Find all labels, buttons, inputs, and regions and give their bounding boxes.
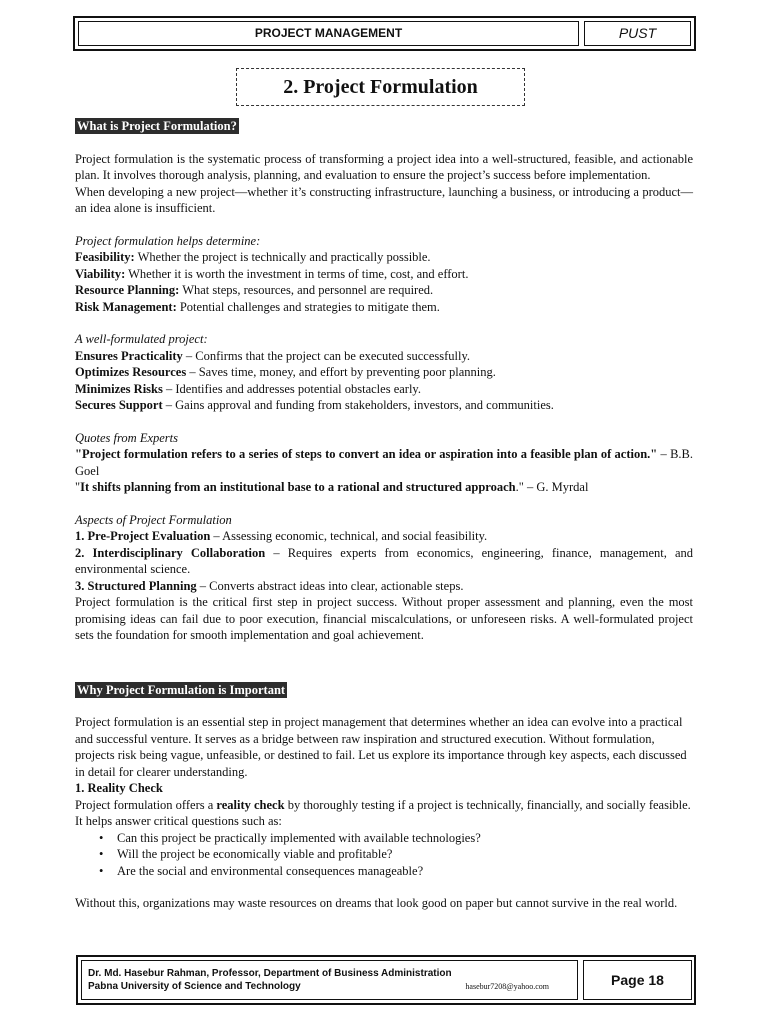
header-institution: PUST bbox=[584, 21, 691, 46]
list-item: 1. Pre-Project Evaluation – Assessing economic, technical, and social feasibility. bbox=[75, 529, 488, 543]
list-item: Viability: Whether it is worth the investment in terms of time, cost, and effort. bbox=[75, 266, 469, 281]
main-content bbox=[75, 118, 693, 912]
list-intro: A well-formulated project: bbox=[75, 332, 208, 346]
author-email: hasebur7208@yahoo.com bbox=[465, 982, 549, 991]
paragraph: Project formulation is the critical first step in project success. Without proper assessment and planning, even the most promising ideas can fail due to poor execution, financial miscalculations, or unforeseen risks. A well-formulated project sets the foundation for smooth implementation and goal achievement. bbox=[75, 595, 693, 642]
list-item: • Are the social and environmental consequences manageable? bbox=[117, 863, 693, 880]
section-heading-why-important: Why Project Formulation is Important bbox=[77, 682, 286, 697]
header-course-title: PROJECT MANAGEMENT bbox=[78, 21, 579, 46]
paragraph: Project formulation offers a reality check by thoroughly testing if a project is technically, financially, and socially feasible. It helps answer critical questions such as: bbox=[75, 797, 691, 828]
list-item: • Will the project be economically viable and profitable? bbox=[117, 846, 693, 863]
list-item: • Can this project be practically implemented with available technologies? bbox=[117, 830, 693, 847]
aspects-intro: Aspects of Project Formulation bbox=[75, 512, 232, 527]
list-item: 2. Interdisciplinary Collaboration – Requires experts from economics, engineering, finance, management, and environmental science. bbox=[75, 545, 694, 576]
page-footer bbox=[76, 955, 696, 1005]
page-header bbox=[73, 16, 696, 51]
list-item: Feasibility: Whether the project is technically and practically possible. bbox=[75, 250, 431, 264]
paragraph: Project formulation is the systematic process of transforming a project idea into a well-structured, feasible, and actionable plan. It involves thorough analysis, planning, and evaluation to ensure the project’s success before implementation. bbox=[75, 151, 693, 182]
list-item: Minimizes Risks – Identifies and addresses potential obstacles early. bbox=[75, 381, 421, 396]
section-heading-what-is: What is Project Formulation? bbox=[77, 119, 237, 133]
paragraph: Project formulation is an essential step in project management that determines whether an idea can evolve into a practical and successful venture. It serves as a bridge between raw inspiration and structured execution. Without formulation, projects risk being vague, unfeasible, or destined to fail. Let us explore its importance through key aspects, each discussed in detail for clearer understanding. bbox=[75, 715, 687, 779]
subheading-reality-check: 1. Reality Check bbox=[75, 781, 163, 795]
quotes-intro: Quotes from Experts bbox=[75, 430, 178, 445]
list-intro: Project formulation helps determine: bbox=[75, 233, 261, 248]
quote-myrdal: "It shifts planning from an institutional base to a rational and structured approach." – G. Myrdal bbox=[75, 480, 589, 494]
list-item: 3. Structured Planning – Converts abstract ideas into clear, actionable steps. bbox=[75, 578, 464, 593]
footer-author bbox=[81, 960, 578, 1000]
list-item: Secures Support – Gains approval and funding from stakeholders, investors, and communities. bbox=[75, 398, 554, 412]
chapter-title: 2. Project Formulation bbox=[236, 68, 525, 106]
list-item: Risk Management: Potential challenges and strategies to mitigate them. bbox=[75, 299, 440, 314]
paragraph: Without this, organizations may waste resources on dreams that look good on paper but cannot survive in the real world. bbox=[75, 896, 678, 910]
list-item: Optimizes Resources – Saves time, money, and effort by preventing poor planning. bbox=[75, 365, 496, 379]
paragraph: When developing a new project—whether it’s constructing infrastructure, launching a business, or introducing a product—an idea alone is insufficient. bbox=[75, 184, 693, 215]
author-line: Dr. Md. Hasebur Rahman, Professor, Department of Business Administration bbox=[88, 968, 452, 979]
list-item: Resource Planning: What steps, resources, and personnel are required. bbox=[75, 283, 434, 297]
university-line: Pabna University of Science and Technology bbox=[88, 981, 301, 992]
bullet-list bbox=[75, 830, 693, 880]
page-number: Page 18 bbox=[583, 960, 692, 1000]
list-item: Ensures Practicality – Confirms that the project can be executed successfully. bbox=[75, 348, 471, 363]
quote-goel: "Project formulation refers to a series of steps to convert an idea or aspiration into a feasible plan of action." – B.B. Goel bbox=[75, 447, 693, 478]
